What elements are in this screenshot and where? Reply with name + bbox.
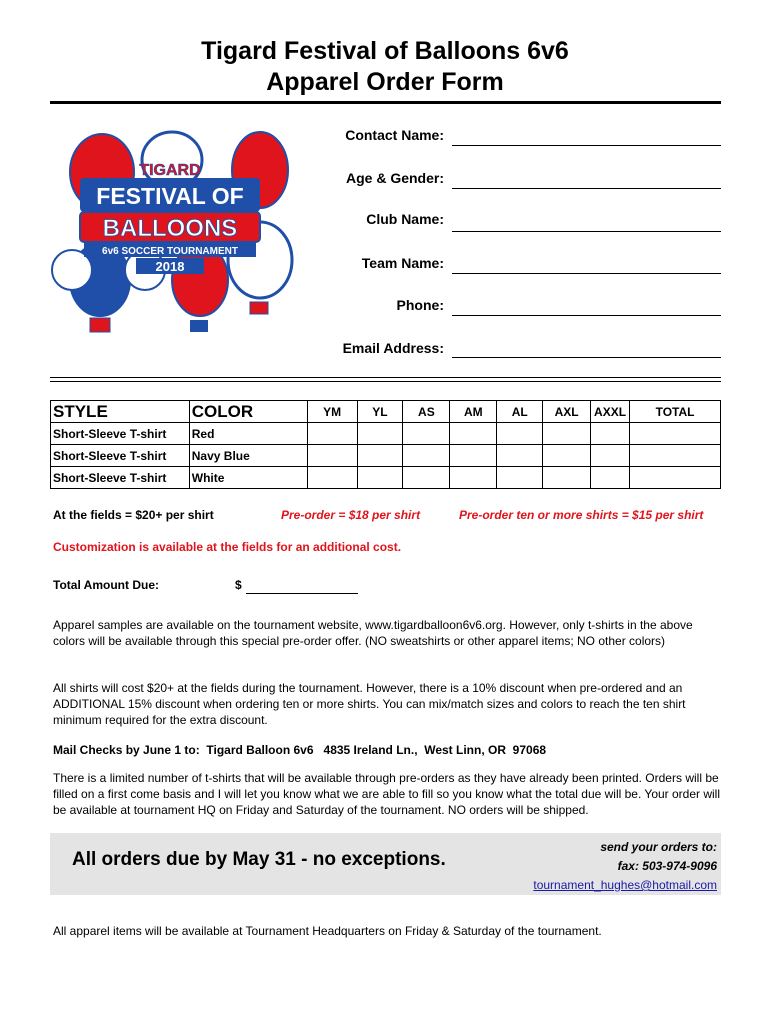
color-cell: Navy Blue bbox=[189, 445, 307, 467]
phone-label: Phone: bbox=[396, 297, 444, 313]
send-orders-label: send your orders to: bbox=[600, 840, 717, 854]
table-row bbox=[51, 423, 721, 445]
color-header: COLOR bbox=[189, 401, 307, 423]
qty-cell-axl[interactable] bbox=[543, 423, 591, 445]
qty-cell-yl[interactable] bbox=[357, 467, 403, 489]
style-cell: Short-Sleeve T-shirt bbox=[51, 467, 190, 489]
total-amount-field[interactable] bbox=[246, 593, 358, 594]
size-header-al: AL bbox=[497, 401, 543, 423]
logo-main-text-1: FESTIVAL OF bbox=[96, 183, 244, 209]
age-gender-field[interactable] bbox=[452, 188, 721, 189]
title-line-2: Apparel Order Form bbox=[266, 68, 504, 96]
limited-paragraph: There is a limited number of t-shirts that will be available through pre-orders as they have already been printed. Orders will be filled on a first come basis and I will let you know what we are able to fill so you know what the total due will be. Your order will be available at tournament HQ on Friday and Saturday of the tournament. NO orders will be shipped. bbox=[53, 771, 721, 817]
logo-top-text: TIGARD bbox=[139, 162, 201, 179]
title-divider bbox=[50, 101, 721, 104]
style-header: STYLE bbox=[51, 401, 190, 423]
qty-cell-axxl[interactable] bbox=[591, 423, 630, 445]
color-cell: Red bbox=[189, 423, 307, 445]
qty-cell-yl[interactable] bbox=[357, 423, 403, 445]
deadline-text: All orders due by May 31 - no exceptions. bbox=[72, 849, 446, 870]
table-row bbox=[51, 467, 721, 489]
deadline-banner bbox=[50, 833, 721, 895]
club-name-field[interactable] bbox=[452, 231, 721, 232]
style-cell: Short-Sleeve T-shirt bbox=[51, 423, 190, 445]
size-header-am: AM bbox=[450, 401, 497, 423]
qty-cell-ym[interactable] bbox=[307, 423, 357, 445]
currency-symbol: $ bbox=[235, 578, 242, 592]
qty-cell-ym[interactable] bbox=[307, 445, 357, 467]
style-cell: Short-Sleeve T-shirt bbox=[51, 445, 190, 467]
contact-name-field[interactable] bbox=[452, 145, 721, 146]
qty-cell-as[interactable] bbox=[403, 445, 450, 467]
qty-cell-al[interactable] bbox=[497, 445, 543, 467]
team-name-label: Team Name: bbox=[361, 255, 444, 271]
total-amount-label: Total Amount Due: bbox=[53, 578, 159, 592]
size-header-yl: YL bbox=[357, 401, 403, 423]
customization-note: Customization is available at the fields for an additional cost. bbox=[53, 540, 402, 554]
qty-cell-ym[interactable] bbox=[307, 467, 357, 489]
price-preorder: Pre-order = $18 per shirt bbox=[281, 508, 421, 522]
table-row bbox=[51, 445, 721, 467]
send-orders-block bbox=[533, 838, 717, 895]
total-header: TOTAL bbox=[630, 401, 721, 423]
title-line-1: Tigard Festival of Balloons 6v6 bbox=[201, 37, 569, 65]
logo-ribbon-text: 6v6 SOCCER TOURNAMENT bbox=[102, 246, 238, 257]
contact-name-label: Contact Name: bbox=[345, 127, 444, 143]
color-cell: White bbox=[189, 467, 307, 489]
club-name-label: Club Name: bbox=[366, 211, 444, 227]
size-header-as: AS bbox=[403, 401, 450, 423]
row-total-cell[interactable] bbox=[630, 467, 721, 489]
qty-cell-yl[interactable] bbox=[357, 445, 403, 467]
qty-cell-as[interactable] bbox=[403, 423, 450, 445]
team-name-field[interactable] bbox=[452, 273, 721, 274]
order-table bbox=[50, 400, 721, 489]
size-header-axl: AXL bbox=[543, 401, 591, 423]
cost-paragraph: All shirts will cost $20+ at the fields during the tournament. However, there is a 10% discount when pre-ordered and an ADDITIONAL 15% discount when ordering ten or more shirts. You can mix/match sizes and colors to reach the ten shirt minimum required for the extra discount. bbox=[53, 681, 686, 727]
qty-cell-am[interactable] bbox=[450, 445, 497, 467]
size-header-axxl: AXXL bbox=[591, 401, 630, 423]
qty-cell-axxl[interactable] bbox=[591, 445, 630, 467]
festival-logo bbox=[50, 130, 295, 350]
price-at-fields: At the fields = $20+ per shirt bbox=[53, 508, 214, 522]
qty-cell-axl[interactable] bbox=[543, 467, 591, 489]
fax-number: fax: 503-974-9096 bbox=[617, 859, 717, 873]
logo-main-text-2: BALLOONS bbox=[102, 215, 238, 242]
section-divider-bottom bbox=[50, 381, 721, 382]
samples-paragraph: Apparel samples are available on the tournament website, www.tigardballoon6v6.org. However, only t-shirts in the above colors will be available through this special pre-order offer. (NO sweatshirts or other apparel items; NO other colors) bbox=[53, 618, 693, 648]
mail-checks-note: Mail Checks by June 1 to: Tigard Balloon 6v6 4835 Ireland Ln., West Linn, OR 97068 bbox=[53, 743, 547, 757]
email-link[interactable]: tournament_hughes@hotmail.com bbox=[533, 878, 717, 892]
row-total-cell[interactable] bbox=[630, 423, 721, 445]
qty-cell-am[interactable] bbox=[450, 423, 497, 445]
qty-cell-as[interactable] bbox=[403, 467, 450, 489]
price-preorder-ten: Pre-order ten or more shirts = $15 per shirt bbox=[459, 508, 704, 522]
qty-cell-axl[interactable] bbox=[543, 445, 591, 467]
qty-cell-axxl[interactable] bbox=[591, 467, 630, 489]
email-label: Email Address: bbox=[342, 340, 444, 356]
phone-field[interactable] bbox=[452, 315, 721, 316]
qty-cell-am[interactable] bbox=[450, 467, 497, 489]
email-field[interactable] bbox=[452, 357, 721, 358]
qty-cell-al[interactable] bbox=[497, 467, 543, 489]
size-header-ym: YM bbox=[307, 401, 357, 423]
page-title bbox=[0, 36, 770, 98]
table-header-row bbox=[51, 401, 721, 423]
row-total-cell[interactable] bbox=[630, 445, 721, 467]
age-gender-label: Age & Gender: bbox=[345, 170, 444, 186]
qty-cell-al[interactable] bbox=[497, 423, 543, 445]
footer-note: All apparel items will be available at Tournament Headquarters on Friday & Saturday of the tournament. bbox=[53, 924, 602, 938]
section-divider-top bbox=[50, 377, 721, 378]
logo-year: 2018 bbox=[155, 259, 185, 274]
